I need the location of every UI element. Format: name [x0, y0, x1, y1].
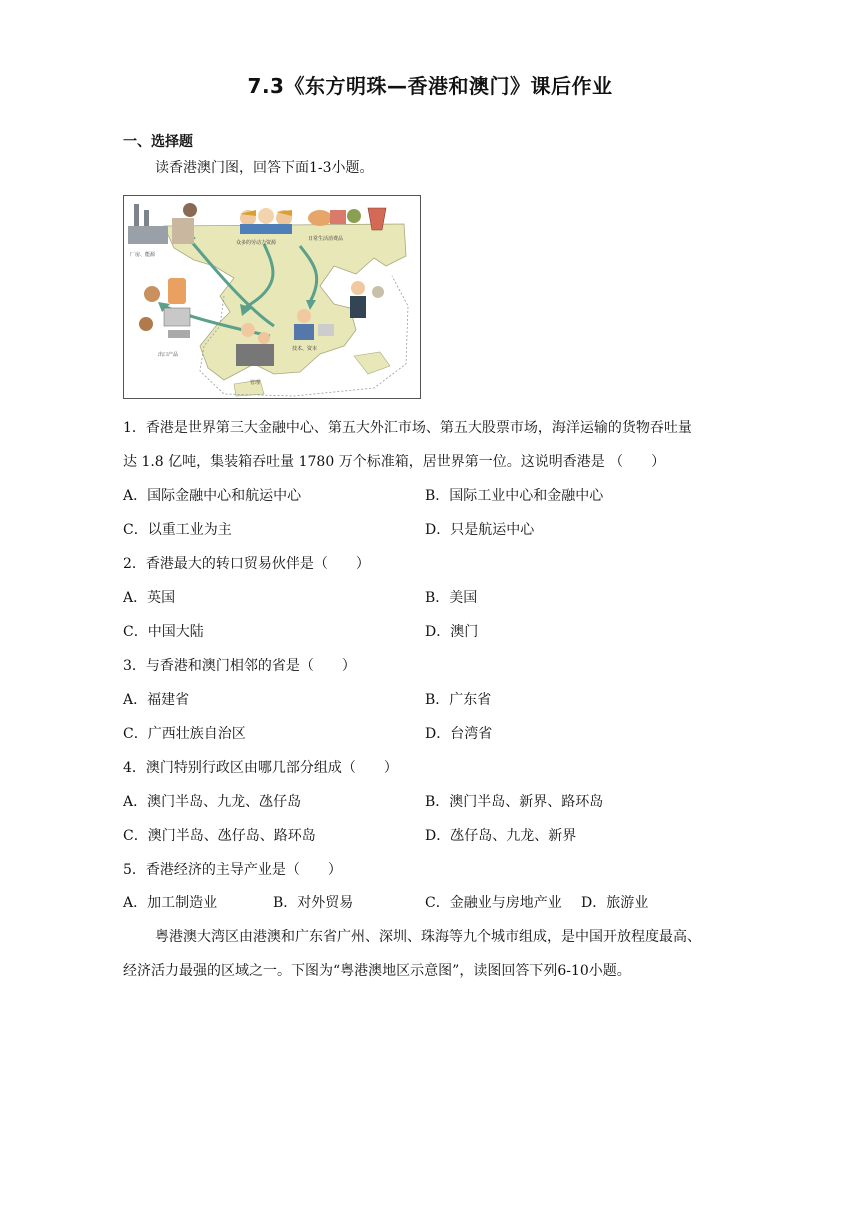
q1-option-c[interactable]: C．以重工业为主	[123, 522, 232, 538]
intro-2-line-1: 粤港澳大湾区由港澳和广东省广州、深圳、珠海等九个城市组成，是中国开放程度最高、	[155, 929, 701, 945]
section-heading: 一、选择题	[123, 134, 193, 150]
question-5-stem: 5．香港经济的主导产业是（ ）	[123, 862, 342, 878]
question-4-stem: 4．澳门特别行政区由哪几部分组成（ ）	[123, 760, 398, 776]
hong-kong-macao-map-figure	[123, 195, 421, 399]
q5-option-a[interactable]: A．加工制造业	[123, 895, 218, 911]
q4-option-b[interactable]: B．澳门半岛、新界、路环岛	[425, 794, 604, 810]
q4-option-c[interactable]: C．澳门半岛、氹仔岛、路环岛	[123, 828, 316, 844]
page-title: 7.3《东方明珠—香港和澳门》课后作业	[247, 74, 613, 98]
q5-option-c[interactable]: C．金融业与房地产业	[425, 895, 562, 911]
q2-option-b[interactable]: B．美国	[425, 590, 478, 606]
q3-option-d[interactable]: D．台湾省	[425, 726, 493, 742]
question-1-stem-cont: 达 1.8 亿吨，集装箱吞吐量 1780 万个标准箱，居世界第一位。这说明香港是 （ ）	[123, 454, 666, 470]
q1-option-b[interactable]: B．国际工业中心和金融中心	[425, 488, 604, 504]
q1-option-a[interactable]: A．国际金融中心和航运中心	[123, 488, 302, 504]
q4-option-d[interactable]: D．氹仔岛、九龙、新界	[425, 828, 577, 844]
q5-option-b[interactable]: B．对外贸易	[273, 895, 354, 911]
q3-option-c[interactable]: C．广西壮族自治区	[123, 726, 246, 742]
q2-option-d[interactable]: D．澳门	[425, 624, 479, 640]
q3-option-a[interactable]: A．福建省	[123, 692, 190, 708]
label-export: 出口产品	[158, 352, 179, 358]
question-3-stem: 3．与香港和澳门相邻的省是（ ）	[123, 658, 356, 674]
q4-option-a[interactable]: A．澳门半岛、九龙、氹仔岛	[123, 794, 302, 810]
q2-option-a[interactable]: A．英国	[123, 590, 176, 606]
q1-option-d[interactable]: D．只是航运中心	[425, 522, 535, 538]
question-1-stem: 1．香港是世界第三大金融中心、第五大外汇市场、第五大股票市场，海洋运输的货物吞吐量	[123, 420, 692, 436]
workers-icon	[240, 208, 292, 234]
label-goods: 日常生活消费品	[308, 236, 344, 242]
intro-text: 读香港澳门图，回答下面1-3小题。	[155, 160, 374, 176]
intro-2-line-2: 经济活力最强的区域之一。下图为“粤港澳地区示意图”，读图回答下列6-10小题。	[123, 963, 631, 979]
map-illustration	[124, 196, 420, 398]
label-tech: 技术、资本	[292, 346, 318, 352]
label-factory: 厂房、能源	[130, 252, 156, 258]
label-workforce: 众多的劳动力资源	[236, 240, 277, 246]
q5-option-d[interactable]: D．旅游业	[581, 895, 649, 911]
q3-option-b[interactable]: B．广东省	[425, 692, 492, 708]
export-products-icon	[139, 278, 190, 338]
question-2-stem: 2．香港最大的转口贸易伙伴是（ ）	[123, 556, 370, 572]
q2-option-c[interactable]: C．中国大陆	[123, 624, 204, 640]
factory-icon	[128, 203, 197, 244]
label-management: 管理	[250, 380, 261, 386]
